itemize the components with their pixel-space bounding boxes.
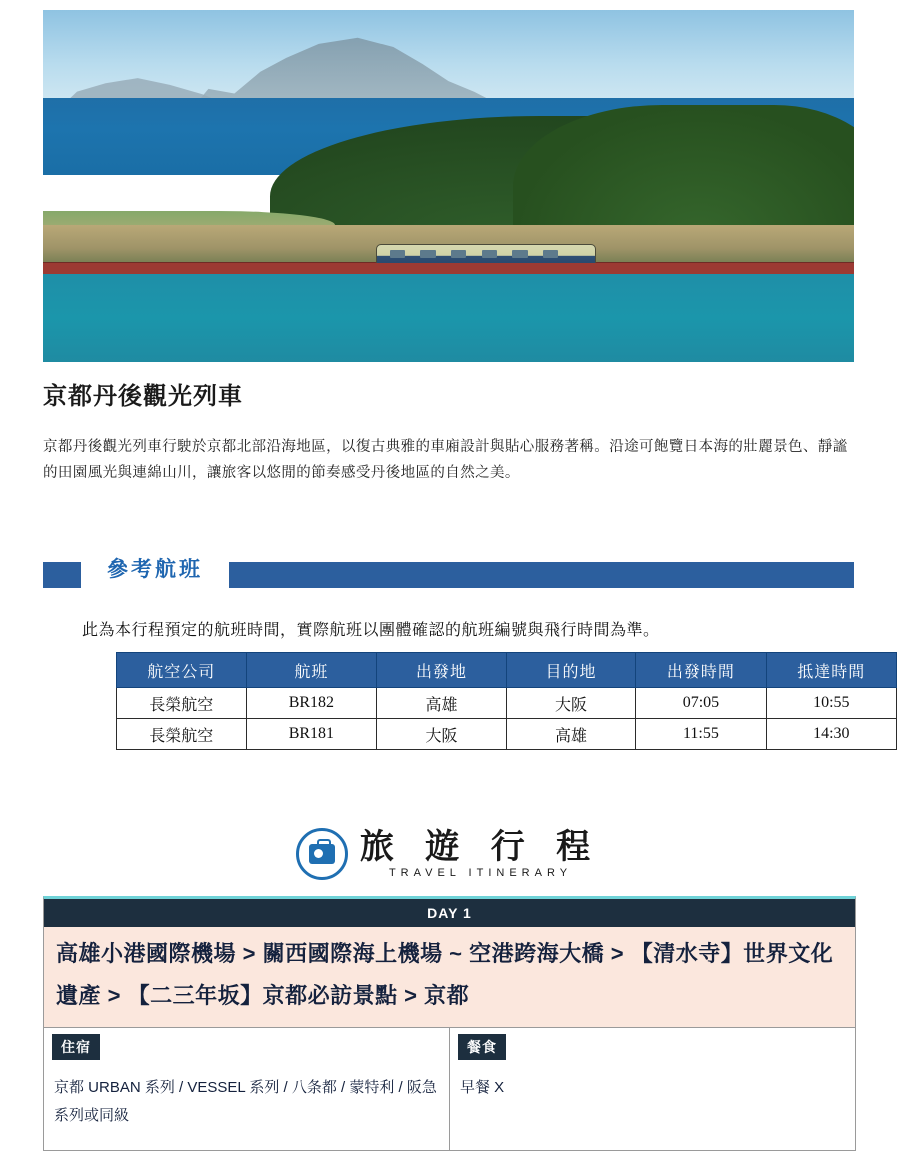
section-title-flights: 參考航班 <box>81 548 229 588</box>
column-header-arrival-time: 抵達時間 <box>766 653 896 688</box>
sea-near-layer <box>43 274 854 362</box>
hotel-label: 住宿 <box>52 1034 100 1060</box>
column-header-airline: 航空公司 <box>117 653 247 688</box>
hotel-cell <box>44 1028 450 1150</box>
cell-airline: 長榮航空 <box>117 688 247 719</box>
suitcase-camera-icon <box>296 828 348 880</box>
column-header-destination: 目的地 <box>506 653 636 688</box>
cell-destination: 高雄 <box>506 719 636 750</box>
column-header-departure-time: 出發時間 <box>636 653 766 688</box>
cell-departure-time: 11:55 <box>636 719 766 750</box>
itinerary-title-en: TRAVEL ITINERARY <box>388 866 573 879</box>
hero-image <box>43 10 854 362</box>
page-title: 京都丹後觀光列車 <box>43 383 243 410</box>
flight-note: 此為本行程預定的航班時間，實際航班以團體確認的航班編號與飛行時間為準。 <box>82 622 660 639</box>
itinerary-logo <box>0 828 897 880</box>
day-label: DAY 1 <box>44 899 855 927</box>
cell-arrival-time: 14:30 <box>766 719 896 750</box>
itinerary-title-cn: 旅 遊 行 程 <box>359 827 602 866</box>
cell-arrival-time: 10:55 <box>766 688 896 719</box>
table-header-row <box>117 653 897 688</box>
cell-destination: 大阪 <box>506 688 636 719</box>
cell-flight: BR181 <box>246 719 377 750</box>
day-block <box>43 896 856 1151</box>
article-description: 京都丹後觀光列車行駛於京都北部沿海地區，以復古典雅的車廂設計與貼心服務著稱。沿途可飽覽日本海的壯麗景色、靜謐的田園風光與連綿山川，讓旅客以悠閒的節奏感受丹後地區的自然之美。 <box>43 439 848 481</box>
column-header-flight: 航班 <box>246 653 377 688</box>
cell-origin: 高雄 <box>377 688 507 719</box>
table-row <box>117 688 897 719</box>
cell-departure-time: 07:05 <box>636 688 766 719</box>
section-header-bar <box>43 558 854 588</box>
column-header-origin: 出發地 <box>377 653 507 688</box>
table-row <box>117 719 897 750</box>
meal-label: 餐食 <box>458 1034 506 1060</box>
flight-table <box>116 652 897 750</box>
cell-origin: 大阪 <box>377 719 507 750</box>
meal-value: 早餐 X <box>460 1079 505 1096</box>
cell-airline: 長榮航空 <box>117 719 247 750</box>
day-route-text: 高雄小港國際機場 > 關西國際海上機場 ~ 空港跨海大橋 > 【清水寺】世界文化遺產 > 【二三年坂】京都必訪景點 > 京都 <box>44 927 855 1027</box>
meal-cell <box>450 1028 855 1150</box>
cell-flight: BR182 <box>246 688 377 719</box>
hotel-value: 京都 URBAN 系列 / VESSEL 系列 / 八条都 / 蒙特利 / 阪急系列或同級 <box>54 1079 437 1124</box>
